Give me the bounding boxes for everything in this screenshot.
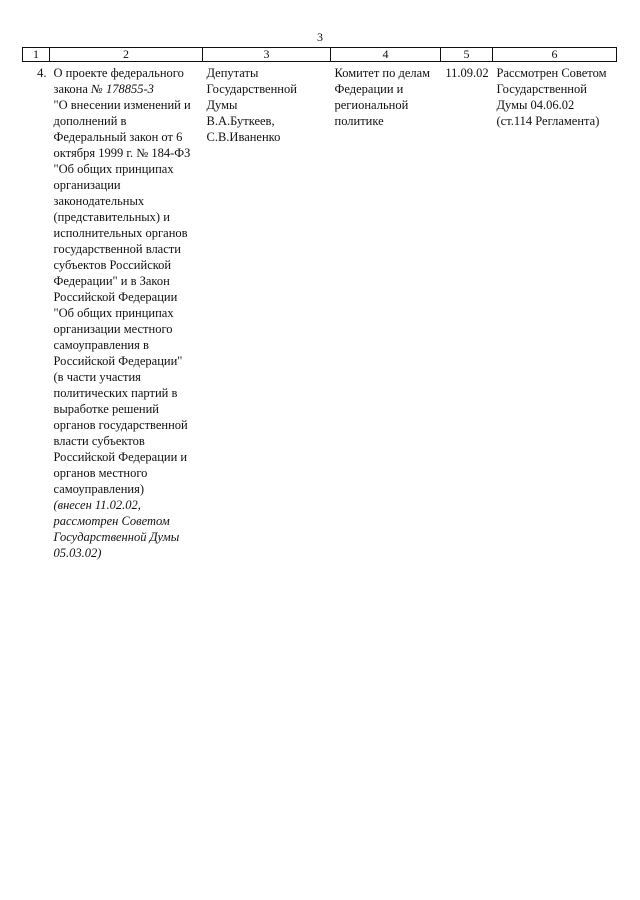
bill-title-line: власти субъектов [53, 434, 145, 448]
status-cell [493, 62, 617, 562]
bill-title-line: Российской Федерации [53, 290, 178, 304]
committee-line: политике [334, 114, 384, 128]
bill-title-line: (в части участия [53, 370, 141, 384]
bill-title-line: организации местного [53, 322, 173, 336]
status-line: Думы 04.06.02 [496, 98, 575, 112]
bill-title-line: органов государственной [53, 418, 188, 432]
bill-title-line: Российской Федерации и [53, 450, 188, 464]
column-header-2: 2 [50, 48, 203, 62]
column-header-1: 1 [23, 48, 50, 62]
bill-title-line: законодательных [53, 194, 145, 208]
bills-table [22, 47, 617, 561]
committee-line: региональной [334, 98, 409, 112]
author-line: Депутаты [206, 66, 259, 80]
status-line: Государственной [496, 82, 587, 96]
bill-note-line: Государственной Думы [53, 530, 180, 544]
author-line: Думы [206, 98, 238, 112]
date-cell: 11.09.02 [445, 66, 489, 80]
bill-title-line: Федеральный закон от 6 [53, 130, 183, 144]
bill-note-line: (внесен 11.02.02, [53, 498, 141, 512]
bill-title-line: октября 1999 г. № 184-ФЗ [53, 146, 191, 160]
table-row [23, 62, 617, 562]
table-header-row [23, 48, 617, 62]
bill-note-line: 05.03.02) [53, 546, 102, 560]
bill-title-line: "О внесении изменений и [53, 98, 191, 112]
bill-title-lines [54, 97, 200, 497]
bill-title-line: дополнений в [53, 114, 127, 128]
bill-number: № 178855-3 [91, 82, 154, 96]
bill-number-line [54, 81, 200, 97]
bill-title-line: Российской Федерации" [53, 354, 183, 368]
bill-title-line: самоуправления) [53, 482, 144, 496]
column-header-4: 4 [331, 48, 441, 62]
bill-title-cell [50, 62, 203, 562]
bill-note-lines [54, 497, 200, 561]
authors-cell [203, 62, 331, 562]
author-line: С.В.Иваненко [206, 130, 281, 144]
bill-title-line: политических партий в [53, 386, 178, 400]
committee-cell [331, 62, 441, 562]
committee-line: Федерации и [334, 82, 404, 96]
bill-title-line: самоуправления в [53, 338, 149, 352]
bill-title-line: "Об общих принципах [53, 162, 174, 176]
bill-title-line: субъектов Российской [53, 258, 172, 272]
status-line: Рассмотрен Советом [496, 66, 607, 80]
bill-note-line: рассмотрен Советом [53, 514, 170, 528]
bill-title-line: (представительных) и [53, 210, 170, 224]
bill-title-line: исполнительных органов [53, 226, 188, 240]
bill-title-line: государственной власти [53, 242, 181, 256]
bill-title-line: выработке решений [53, 402, 159, 416]
bill-label: закона [53, 82, 88, 96]
committee-line: Комитет по делам [334, 66, 431, 80]
bill-title-line: Федерации" и в Закон [53, 274, 170, 288]
bill-title-line: органов местного [53, 466, 148, 480]
bill-title-prefix: О проекте федерального [53, 66, 184, 80]
page-number: 3 [317, 30, 323, 44]
status-line: (ст.114 Регламента) [496, 114, 600, 128]
bill-title-line: организации [53, 178, 121, 192]
column-header-5: 5 [441, 48, 493, 62]
author-line: В.А.Буткеев, [206, 114, 275, 128]
column-header-6: 6 [493, 48, 617, 62]
column-header-3: 3 [203, 48, 331, 62]
bill-title-line: "Об общих принципах [53, 306, 174, 320]
author-line: Государственной [206, 82, 297, 96]
row-number: 4. [37, 66, 47, 80]
